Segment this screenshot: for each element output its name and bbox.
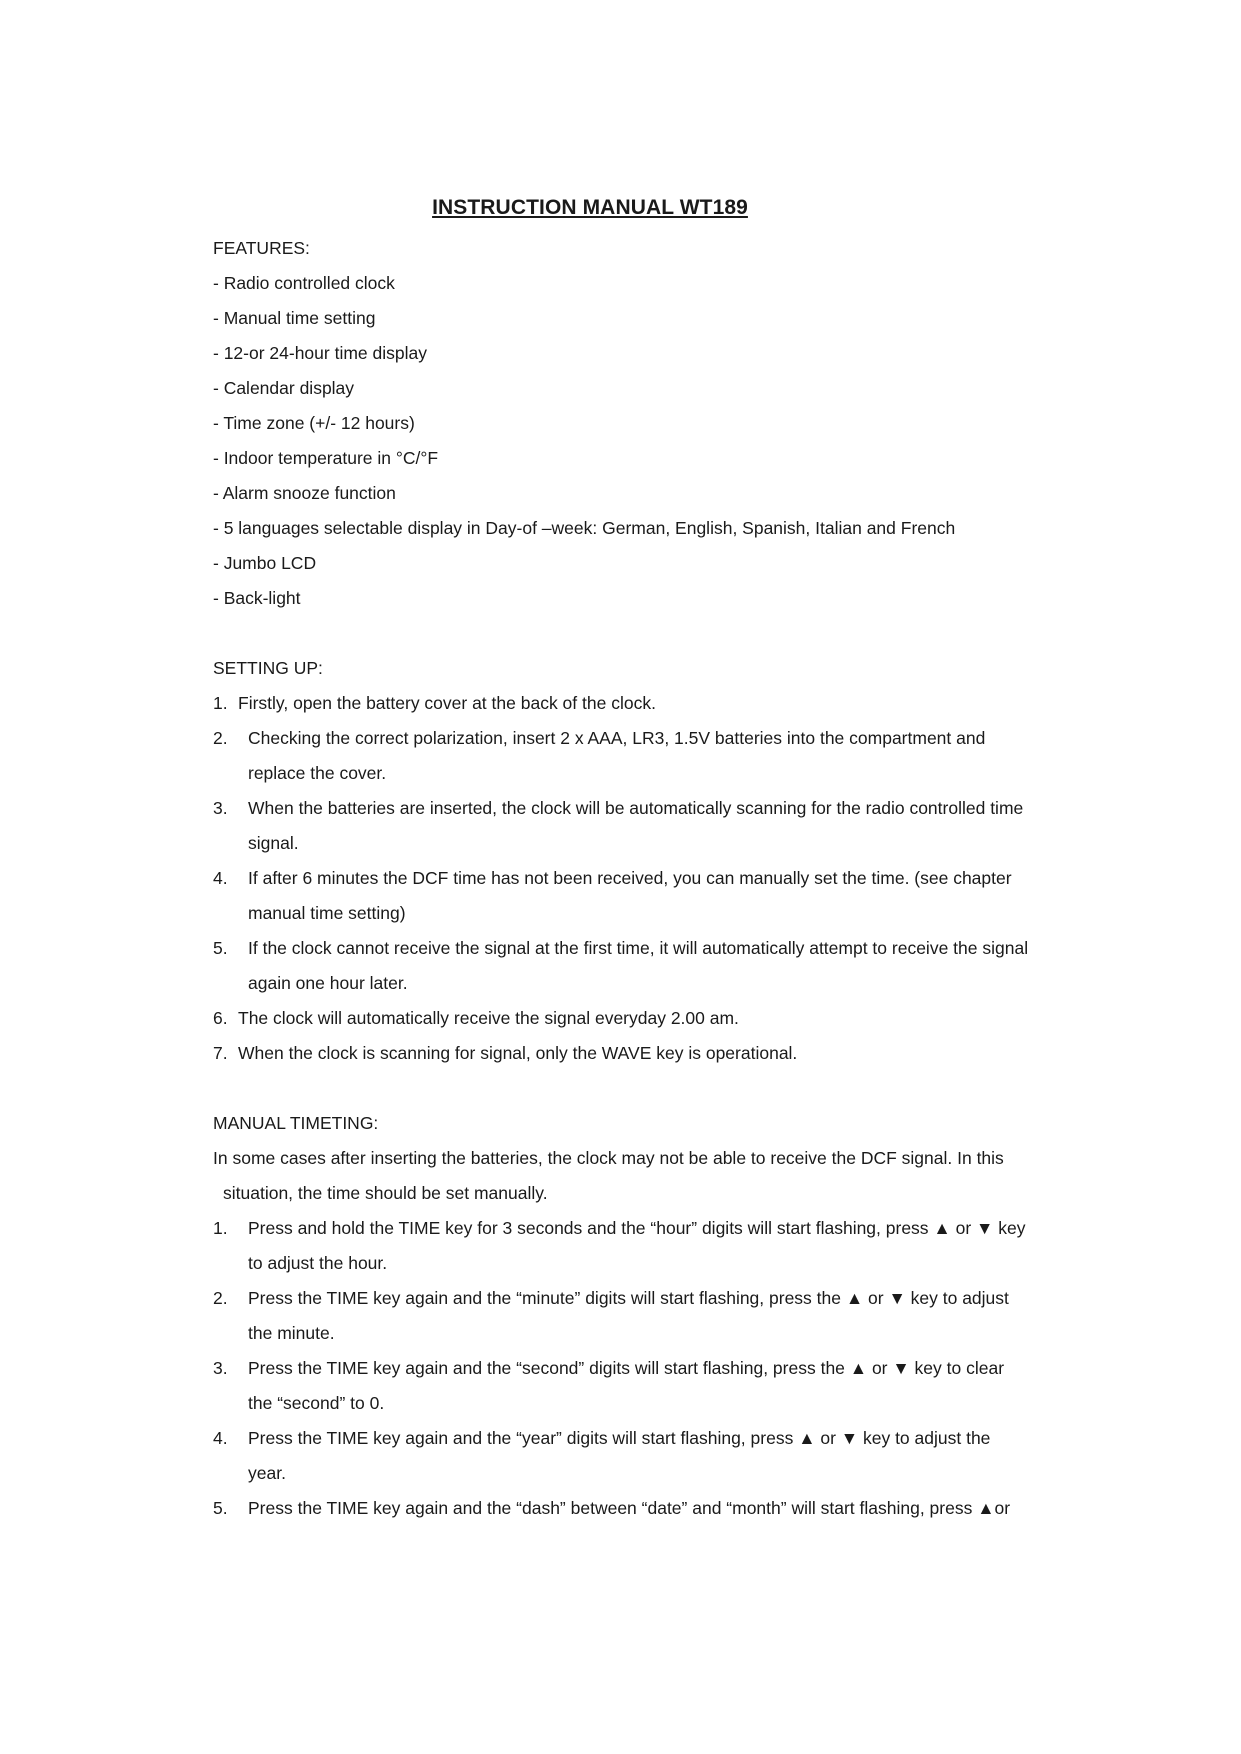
feature-item: - Back-light <box>213 588 301 608</box>
intro-text: In some cases after inserting the batteries, the clock may not be able to receive the DCF signal. In this <box>213 1148 1004 1168</box>
step-number: 4. <box>213 868 228 888</box>
feature-item: - Indoor temperature in °C/°F <box>213 448 439 468</box>
step-number: 1. <box>213 693 228 713</box>
step-number: 3. <box>213 798 228 818</box>
step-text: The clock will automatically receive the signal everyday 2.00 am. <box>238 1008 739 1028</box>
step-number: 2. <box>213 728 228 748</box>
step-text: Firstly, open the battery cover at the back of the clock. <box>238 693 656 713</box>
features-heading: FEATURES: <box>213 238 310 258</box>
step-text: Press the TIME key again and the “year” digits will start flashing, press ▲ or ▼ key to adjust the <box>248 1428 991 1448</box>
step-number: 5. <box>213 1498 228 1518</box>
step-text-continued: signal. <box>248 833 299 853</box>
manual-timeting-heading: MANUAL TIMETING: <box>213 1113 379 1133</box>
step-number: 1. <box>213 1218 228 1238</box>
step-text-continued: to adjust the hour. <box>248 1253 388 1273</box>
step-text: When the clock is scanning for signal, only the WAVE key is operational. <box>238 1043 798 1063</box>
step-text: Press and hold the TIME key for 3 seconds and the “hour” digits will start flashing, press ▲ or ▼ key <box>248 1218 1026 1238</box>
feature-item: - Manual time setting <box>213 308 376 328</box>
feature-item: - Alarm snooze function <box>213 483 396 503</box>
step-number: 5. <box>213 938 228 958</box>
step-text-continued: the minute. <box>248 1323 335 1343</box>
feature-item: - 12-or 24-hour time display <box>213 343 427 363</box>
feature-item: - Time zone (+/- 12 hours) <box>213 413 415 433</box>
step-text-continued: the “second” to 0. <box>248 1393 385 1413</box>
feature-item: - Calendar display <box>213 378 355 398</box>
step-number: 2. <box>213 1288 228 1308</box>
step-number: 6. <box>213 1008 228 1028</box>
step-text-continued: year. <box>248 1463 286 1483</box>
step-text: Press the TIME key again and the “dash” between “date” and “month” will start flashing, press ▲or <box>248 1498 1011 1518</box>
step-text: If after 6 minutes the DCF time has not been received, you can manually set the time. (see chapter <box>248 868 1012 888</box>
step-text-continued: replace the cover. <box>248 763 387 783</box>
step-text: Press the TIME key again and the “minute” digits will start flashing, press the ▲ or ▼ key to adjust <box>248 1288 1009 1308</box>
step-number: 3. <box>213 1358 228 1378</box>
intro-text-continued: situation, the time should be set manually. <box>223 1183 548 1203</box>
step-text: When the batteries are inserted, the clock will be automatically scanning for the radio controlled time <box>248 798 1024 818</box>
step-text-continued: again one hour later. <box>248 973 408 993</box>
feature-item: - Radio controlled clock <box>213 273 395 293</box>
step-text: Checking the correct polarization, insert 2 x AAA, LR3, 1.5V batteries into the compartment and <box>248 728 986 748</box>
feature-item: - Jumbo LCD <box>213 553 317 573</box>
setting-up-heading: SETTING UP: <box>213 658 323 678</box>
feature-item: - 5 languages selectable display in Day-of –week: German, English, Spanish, Italian and French <box>213 518 956 538</box>
step-text: If the clock cannot receive the signal at the first time, it will automatically attempt to receive the signal <box>248 938 1029 958</box>
page-title: INSTRUCTION MANUAL WT189 <box>432 196 748 219</box>
step-number: 4. <box>213 1428 228 1448</box>
step-text: Press the TIME key again and the “second” digits will start flashing, press the ▲ or ▼ key to clear <box>248 1358 1005 1378</box>
step-text-continued: manual time setting) <box>248 903 406 923</box>
step-number: 7. <box>213 1043 228 1063</box>
